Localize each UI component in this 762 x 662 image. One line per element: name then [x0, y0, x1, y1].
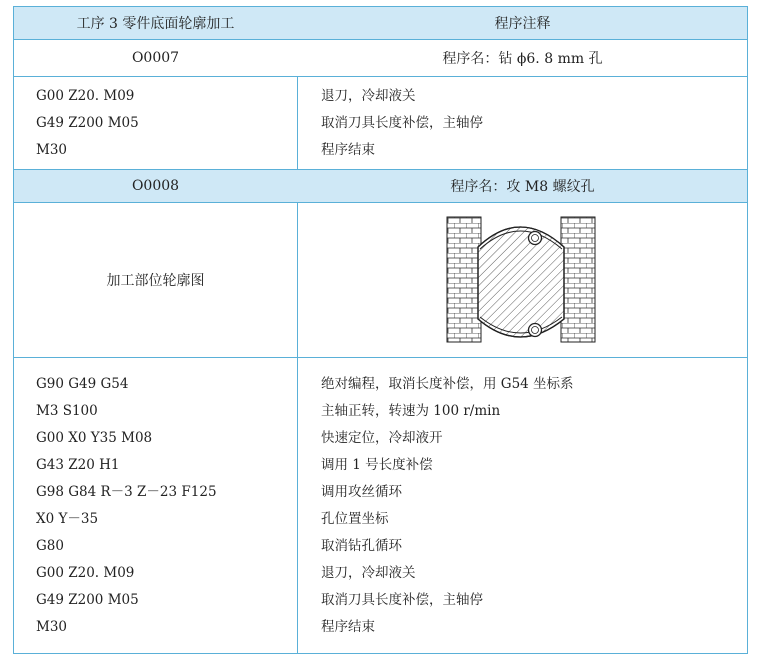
code-line: M3 S100 [36, 402, 98, 419]
comment-line: 孔位置坐标 [321, 510, 389, 527]
comment-line: 取消刀具长度补偿，主轴停 [321, 114, 483, 131]
program1-code-block [14, 77, 747, 170]
code-line: G98 G84 R－3 Z－23 F125 [36, 483, 217, 500]
comment-line: 取消钻孔循环 [321, 537, 402, 554]
comment-line: 取消刀具长度补偿，主轴停 [321, 591, 483, 608]
comment-line: 快速定位，冷却液开 [321, 429, 443, 446]
program2-code-block [14, 358, 747, 653]
comment-line: 程序结束 [321, 141, 375, 158]
code-line: G00 Z20. M09 [36, 564, 135, 581]
code-line: G49 Z200 M05 [36, 591, 139, 608]
figure-caption: 加工部位轮廓图 [106, 273, 205, 289]
lower-threaded-hole [529, 324, 542, 337]
program2-name: 程序名：攻 M8 螺纹孔 [450, 179, 595, 195]
program1-code-lines [36, 77, 291, 169]
program2-number: O0008 [131, 178, 180, 194]
code-line: G80 [36, 537, 64, 554]
machining-contour-figure [298, 203, 747, 357]
code-line: M30 [36, 618, 68, 635]
left-clamp [447, 217, 481, 342]
code-line: M30 [36, 141, 68, 158]
code-line: X0 Y－35 [36, 510, 99, 527]
right-clamp [561, 217, 595, 342]
code-line: G43 Z20 H1 [36, 456, 120, 473]
workpiece [478, 227, 564, 337]
upper-threaded-hole [529, 232, 542, 245]
figure-row [14, 203, 747, 358]
comment-line: 绝对编程，取消长度补偿，用 G54 坐标系 [321, 375, 574, 392]
program2-code-lines [36, 358, 291, 653]
program1-name: 程序名：钻 ϕ6. 8 mm 孔 [442, 51, 603, 67]
program-table [13, 6, 748, 654]
header-comment-title: 程序注释 [494, 16, 551, 32]
program2-comment-lines [321, 358, 737, 653]
comment-line: 程序结束 [321, 618, 375, 635]
comment-line: 主轴正转，转速为 100 r/min [321, 402, 501, 419]
comment-line: 调用攻丝循环 [321, 483, 402, 500]
part-contour-drawing [298, 203, 747, 356]
code-line: G90 G49 G54 [36, 375, 129, 392]
program1-comment-lines [321, 77, 737, 169]
code-line: G00 X0 Y35 M08 [36, 429, 153, 446]
program1-number: O0007 [131, 50, 180, 66]
code-line: G49 Z200 M05 [36, 114, 139, 131]
comment-line: 退刀，冷却液关 [321, 87, 416, 104]
program2-name-row [14, 170, 747, 203]
program1-name-row [14, 40, 747, 77]
comment-line: 调用 1 号长度补偿 [321, 456, 433, 473]
header-process-title: 工序 3 零件底面轮廓加工 [76, 16, 235, 32]
comment-line: 退刀，冷却液关 [321, 564, 416, 581]
code-line: G00 Z20. M09 [36, 87, 135, 104]
table-header-row [14, 7, 747, 40]
